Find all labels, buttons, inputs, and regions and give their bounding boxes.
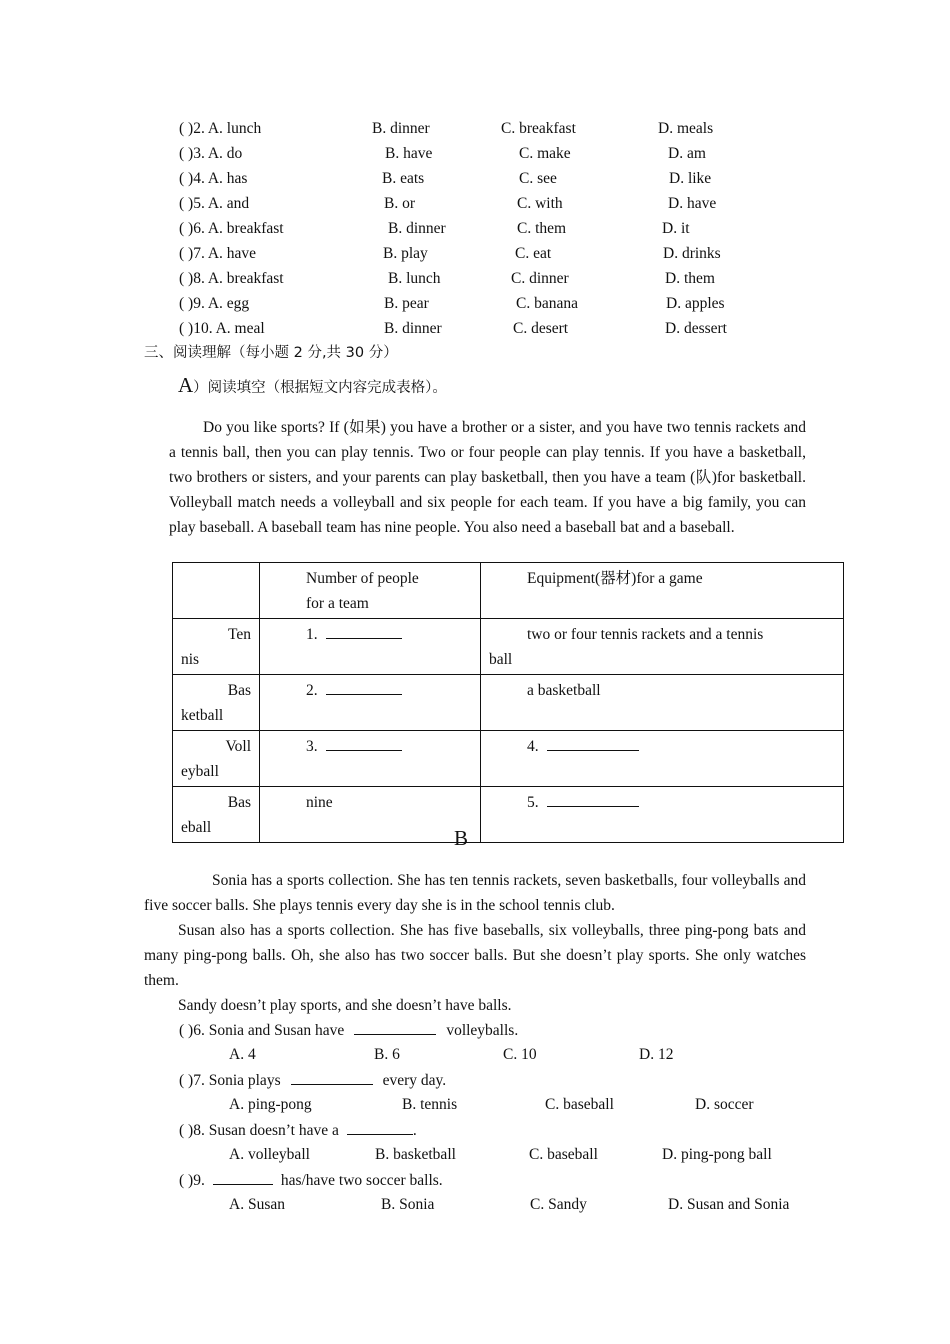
- answer-blank[interactable]: [354, 1020, 436, 1035]
- answer-blank[interactable]: [213, 1170, 273, 1185]
- answer-blank[interactable]: [326, 736, 402, 751]
- table-cell-equipment: 5.: [481, 787, 844, 843]
- part-b-question-9: ( )9. has/have two soccer balls.: [179, 1172, 443, 1189]
- part-a-passage: Do you like sports? If (如果) you have a brother or a sister, and you have two tennis rackets and a tennis ball, then you can play tennis. Two or four people can play tennis. If you have a basketball, two brothers or sisters, and your parents can play basketball, then you have a team (队)for basketball. Volleyball match needs a volleyball and six people for each team. If you have a big family, you can play baseball. A baseball team has nine people. You also need a baseball bat and a baseball.: [169, 419, 806, 536]
- mc-option-d: D. them: [665, 270, 715, 287]
- answer-blank[interactable]: [547, 736, 639, 751]
- table-row: [173, 787, 844, 843]
- mc-question-8: ( )8. A. breakfast: [179, 270, 284, 287]
- option-a: A. 4: [229, 1046, 256, 1063]
- table-cell-people: 1.: [260, 619, 481, 675]
- table-row: [173, 619, 844, 675]
- mc-option-c: C. desert: [513, 320, 569, 337]
- option-c: C. Sandy: [530, 1196, 587, 1213]
- option-b: B. basketball: [375, 1146, 456, 1163]
- mc-option-d: D. am: [668, 145, 706, 162]
- mc-option-d: D. drinks: [663, 245, 721, 262]
- option-c: C. baseball: [545, 1096, 614, 1113]
- mc-option-c: C. make: [519, 145, 571, 162]
- mc-option-b: B. play: [383, 245, 428, 262]
- mc-question-3: ( )3. A. do: [179, 145, 243, 162]
- mc-option-d: D. like: [669, 170, 712, 187]
- table-cell-people: 2.: [260, 675, 481, 731]
- answer-blank[interactable]: [547, 792, 639, 807]
- mc-option-c: C. banana: [516, 295, 578, 312]
- answer-blank[interactable]: [326, 680, 402, 695]
- part-b-letter: B: [454, 826, 469, 850]
- mc-question-5: ( )5. A. and: [179, 195, 250, 212]
- section-3-title: 三、阅读理解（每小题 2 分,共 30 分）: [144, 345, 398, 361]
- option-d: D. 12: [639, 1046, 674, 1063]
- mc-option-c: C. eat: [515, 245, 552, 262]
- sports-table: [172, 562, 844, 843]
- part-a-instruction: ）阅读填空（根据短文内容完成表格）。: [193, 380, 447, 396]
- mc-question-9: ( )9. A. egg: [179, 295, 250, 312]
- table-cell-sport: Ten nis: [173, 619, 260, 675]
- table-cell-equipment: two or four tennis rackets and a tennis ball: [481, 619, 844, 675]
- mc-question-10: ( )10. A. meal: [179, 320, 265, 337]
- part-b-para-2: Susan also has a sports collection. She has five baseballs, six volleyballs, three ping-pong bats and many ping-pong balls. Oh, she also has two soccer balls. But she doesn’t play sports. She only watches them.: [144, 922, 806, 989]
- mc-option-d: D. it: [662, 220, 690, 237]
- part-a-heading: [178, 375, 447, 398]
- option-a: A. Susan: [229, 1196, 285, 1213]
- table-row: [173, 675, 844, 731]
- table-cell-equipment: a basketball: [481, 675, 844, 731]
- mc-option-d: D. dessert: [665, 320, 727, 337]
- table-cell-sport: Bas ketball: [173, 675, 260, 731]
- option-b: B. tennis: [402, 1096, 458, 1113]
- option-d: D. soccer: [695, 1096, 754, 1113]
- option-d: D. Susan and Sonia: [668, 1196, 790, 1213]
- answer-blank[interactable]: [291, 1070, 373, 1085]
- table-header-people: Number of people for a team: [260, 563, 481, 619]
- mc-option-b: B. pear: [384, 295, 429, 312]
- mc-question-2: ( )2. A. lunch: [179, 120, 262, 137]
- mc-option-d: D. have: [668, 195, 717, 212]
- option-b: B. Sonia: [381, 1196, 435, 1213]
- mc-option-d: D. apples: [666, 295, 725, 312]
- part-b-question-8: ( )8. Susan doesn’t have a .: [179, 1122, 417, 1139]
- answer-blank[interactable]: [347, 1120, 413, 1135]
- mc-option-b: B. or: [384, 195, 415, 212]
- table-cell-people: 3.: [260, 731, 481, 787]
- mc-question-6: ( )6. A. breakfast: [179, 220, 284, 237]
- mc-option-c: C. them: [517, 220, 567, 237]
- mc-option-c: C. with: [517, 195, 563, 212]
- mc-question-7: ( )7. A. have: [179, 245, 257, 262]
- part-a-letter: A: [178, 373, 194, 397]
- table-header-blank: [173, 563, 260, 619]
- mc-option-b: B. eats: [382, 170, 425, 187]
- table-cell-equipment: 4.: [481, 731, 844, 787]
- table-cell-people: nine: [260, 787, 481, 843]
- option-a: A. volleyball: [229, 1146, 310, 1163]
- mc-option-c: C. see: [519, 170, 557, 187]
- table-cell-sport: Bas eball: [173, 787, 260, 843]
- answer-blank[interactable]: [326, 624, 402, 639]
- option-a: A. ping-pong: [229, 1096, 312, 1113]
- option-c: C. baseball: [529, 1146, 598, 1163]
- table-header-equipment: Equipment(器材)for a game: [481, 563, 844, 619]
- part-b-question-7: ( )7. Sonia plays every day.: [179, 1072, 447, 1089]
- mc-option-d: D. meals: [658, 120, 714, 137]
- table-cell-sport: Voll eyball: [173, 731, 260, 787]
- part-b-question-6: ( )6. Sonia and Susan have volleyballs.: [179, 1022, 519, 1039]
- mc-option-b: B. have: [385, 145, 433, 162]
- mc-option-c: C. dinner: [511, 270, 569, 287]
- option-c: C. 10: [503, 1046, 537, 1063]
- mc-option-b: B. dinner: [388, 220, 446, 237]
- mc-option-c: C. breakfast: [501, 120, 576, 137]
- mc-option-b: B. lunch: [388, 270, 441, 287]
- table-header-row: [173, 563, 844, 619]
- table-row: [173, 731, 844, 787]
- mc-option-b: B. dinner: [384, 320, 442, 337]
- part-b-para-3: Sandy doesn’t play sports, and she doesn’t have balls.: [178, 997, 512, 1014]
- option-d: D. ping-pong ball: [662, 1146, 772, 1163]
- mc-question-4: ( )4. A. has: [179, 170, 248, 187]
- mc-option-b: B. dinner: [372, 120, 430, 137]
- part-b-para-1: Sonia has a sports collection. She has ten tennis rackets, seven basketballs, four volleyballs and five soccer balls. She plays tennis every day she is in the school tennis club.: [144, 872, 806, 914]
- option-b: B. 6: [374, 1046, 400, 1063]
